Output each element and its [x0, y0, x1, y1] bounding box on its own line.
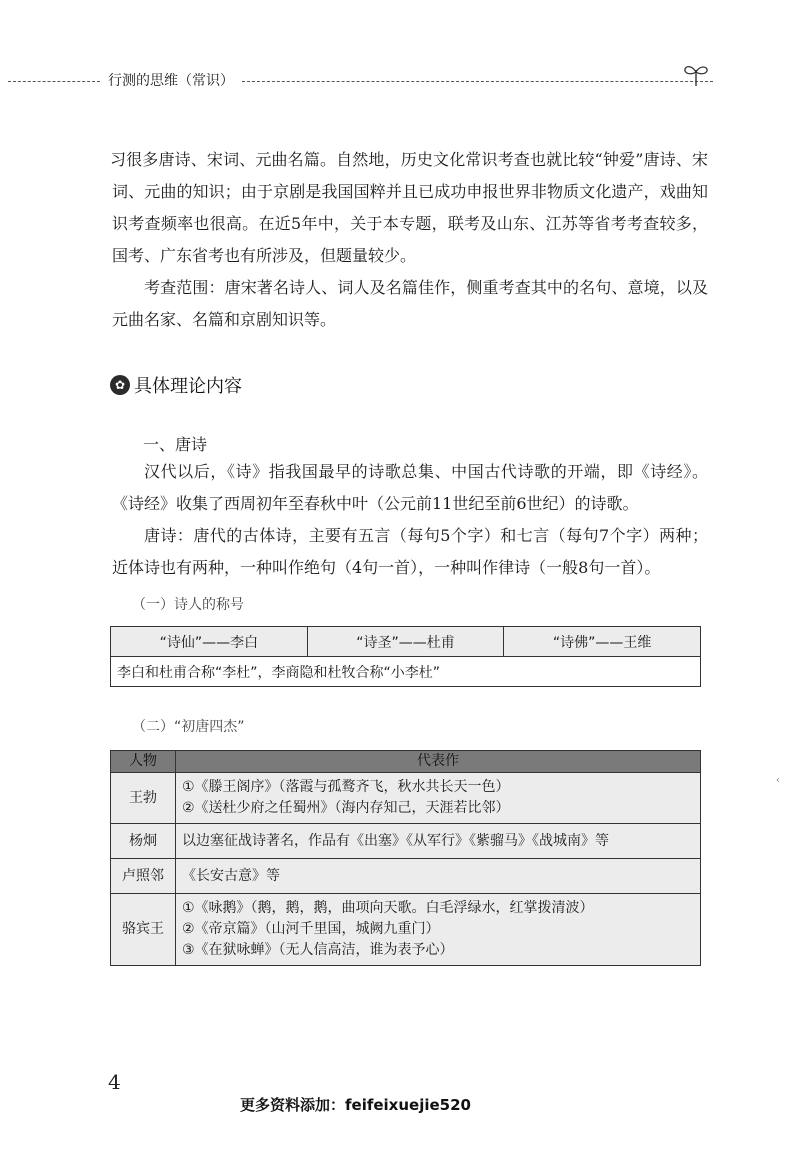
table-row: [111, 894, 701, 966]
footer-note: 更多资料添加：feifeixuejie520: [240, 1096, 471, 1114]
tang-heading: 一、唐诗: [143, 435, 208, 454]
poet-titles-table: [110, 626, 701, 687]
header-title: 行测的思维（常识）: [108, 73, 234, 89]
sprout-icon: [681, 60, 711, 90]
tang-paragraph-2: 唐诗：唐代的古体诗，主要有五言（每句5个字）和七言（每句7个字）两种；近体诗也有两种，一种叫作绝句（4句一首），一种叫作律诗（一般8句一首）。: [112, 526, 708, 577]
works-cell: [176, 773, 701, 824]
four-talents-table: [110, 750, 701, 966]
work-line: ③《在狱咏蝉》（无人信高洁，谁为表予心）: [182, 942, 454, 958]
works-cell: [176, 824, 701, 859]
poet-name: 杨炯: [111, 824, 176, 859]
intro-paragraph-1: 习很多唐诗、宋词、元曲名篇。自然地，历史文化常识考查也就比较“钟爱”唐诗、宋词、元曲的知识；由于京剧是我国国粹并且已成功申报世界非物质文化遗产，戏曲知识考查频率也很高。在近5年中，关于本专题，联考及山东、江苏等省考考查较多，国考、广东省考也有所涉及，但题量较少。: [110, 150, 708, 265]
margin-mark: ‹: [776, 775, 780, 786]
work-line: ②《送杜少府之任蜀州》（海内存知己，天涯若比邻）: [182, 800, 510, 816]
tang-paragraph-1: 汉代以后，《诗》指我国最早的诗歌总集、中国古代诗歌的开端，即《诗经》。《诗经》收集了西周初年至春秋中叶（公元前11世纪至前6世纪）的诗歌。: [112, 462, 708, 513]
work-line: ②《帝京篇》（山河千里国，城阙九重门）: [182, 921, 440, 937]
table-row: [111, 627, 701, 657]
column-header-works: 代表作: [176, 751, 701, 773]
poet-name: 卢照邻: [111, 859, 176, 894]
works-cell: [176, 894, 701, 966]
table-row: [111, 657, 701, 687]
poet-title-cell: “诗仙”——李白: [111, 627, 308, 657]
poet-title-cell: “诗佛”——王维: [504, 627, 701, 657]
header-rule-left: [8, 81, 100, 82]
page-number: 4: [108, 1070, 121, 1094]
four-talents-caption: （二）“初唐四杰”: [132, 719, 245, 735]
header-rule-right: [242, 81, 713, 82]
running-header: [8, 68, 713, 92]
table-row: [111, 773, 701, 824]
table-header-row: [111, 751, 701, 773]
column-header-person: 人物: [111, 751, 176, 773]
poet-title-cell: “诗圣”——杜甫: [307, 627, 504, 657]
work-line: 以边塞征战诗著名，作品有《出塞》《从军行》《紫骝马》《战城南》等: [182, 832, 609, 849]
section-badge-icon: ✿: [110, 375, 130, 395]
section-heading: [110, 372, 242, 398]
work-line: 《长安古意》等: [182, 867, 280, 884]
intro-paragraph-2: 考查范围：唐宋著名诗人、词人及名篇佳作，侧重考查其中的名句、意境，以及元曲名家、名篇和京剧知识等。: [112, 278, 708, 329]
work-line: ①《咏鹅》（鹅，鹅，鹅，曲项向天歌。白毛浮绿水，红掌拨清波）: [182, 900, 594, 916]
table-row: [111, 824, 701, 859]
poet-titles-note: 李白和杜甫合称“李杜”，李商隐和杜牧合称“小李杜”: [111, 657, 701, 687]
work-line: ①《滕王阁序》（落霞与孤鹜齐飞，秋水共长天一色）: [182, 779, 510, 795]
section-title: 具体理论内容: [134, 376, 242, 397]
poet-name: 王勃: [111, 773, 176, 824]
works-cell: [176, 859, 701, 894]
poet-titles-caption: （一）诗人的称号: [132, 597, 244, 613]
table-row: [111, 859, 701, 894]
poet-name: 骆宾王: [111, 894, 176, 966]
